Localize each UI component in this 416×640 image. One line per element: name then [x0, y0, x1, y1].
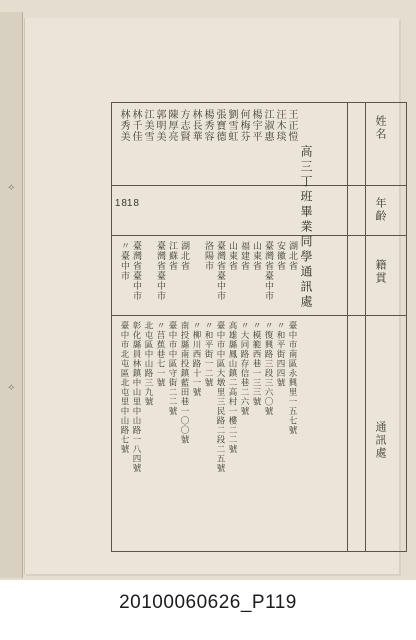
row-address: 臺中市南區永興里一五七號 — [287, 321, 297, 435]
row-address: 〃模範西巷一三三號 — [251, 321, 261, 407]
table-row — [152, 103, 164, 551]
table-row — [116, 103, 128, 551]
row-native: 福建省 — [239, 241, 249, 271]
table-row — [236, 103, 248, 551]
table-row — [284, 103, 296, 551]
table-row — [200, 103, 212, 551]
row-name: 張寶德 — [214, 109, 225, 142]
header-age: 年齡 — [374, 197, 387, 223]
row-address: 〃柳川西路十一號 — [191, 321, 201, 397]
header-address: 通訊處 — [374, 421, 387, 460]
binding-stitch: ⟡ — [8, 182, 15, 193]
row-name: 郭明美 — [154, 109, 165, 142]
row-native: 山東省 — [227, 241, 237, 271]
row-age: 18 — [114, 198, 128, 209]
row-name: 林秀美 — [118, 109, 129, 142]
table-row — [176, 103, 188, 551]
table-row — [212, 103, 224, 551]
table-row — [260, 103, 272, 551]
row-address: 北屯區中山路三九號 — [143, 321, 153, 407]
row-address: 高雄縣鳳山鎮二高村一樓二二號 — [227, 321, 237, 454]
table-row — [140, 103, 152, 551]
binding-stitch: ⟡ — [8, 382, 15, 393]
image-caption: 20100060626_P119 — [119, 592, 297, 613]
title-column-divider — [347, 103, 348, 551]
table-row — [272, 103, 284, 551]
row-name: 方志賢 — [178, 109, 189, 142]
row-address: 〃莒蕉巷七一號 — [155, 321, 165, 388]
header-column-divider — [365, 103, 366, 551]
row-address: 〃復興路三段三六〇號 — [263, 321, 273, 416]
directory-table — [111, 102, 407, 552]
row-name: 陳厚亮 — [166, 109, 177, 142]
row-address: 臺中市北屯區北屯里中山路七號 — [119, 321, 129, 454]
row-address: 〃大同路存信巷二六號 — [239, 321, 249, 416]
document-title: 高三丁班畢業同學通訊處 — [299, 145, 313, 310]
row-native: 〃臺中市 — [119, 241, 129, 281]
row-native: 安徽省 — [275, 241, 285, 271]
row-address: 彰化縣員林鎮中山里中山路一八四號 — [131, 321, 141, 473]
row-name: 楊宇平 — [250, 109, 261, 142]
row-native: 臺灣省臺中市 — [215, 241, 225, 301]
header-native: 籍貫 — [374, 259, 387, 285]
row-address: 臺中市中區大墩里三民路二段二五號 — [215, 321, 225, 473]
row-name: 林千佳 — [130, 109, 141, 142]
document-page — [24, 18, 399, 574]
row-name: 劉雪虹 — [226, 109, 237, 142]
table-row — [188, 103, 200, 551]
row-name: 汪木琰 — [274, 109, 285, 142]
row-address: 〃和平街一二號 — [203, 321, 213, 388]
row-native: 江蘇省 — [167, 241, 177, 271]
table-row — [224, 103, 236, 551]
row-address: 南投縣南投鎮藍田巷一〇〇號 — [179, 321, 189, 445]
row-native: 山東省 — [251, 241, 261, 271]
row-age: 18 — [126, 198, 140, 209]
row-native: 臺灣省臺中市 — [131, 241, 141, 301]
row-name: 江美雪 — [142, 109, 153, 142]
row-name: 江淑惠 — [262, 109, 273, 142]
row-address: 〃和平街四四號 — [275, 321, 285, 388]
table-row — [164, 103, 176, 551]
table-row — [128, 103, 140, 551]
header-name: 姓名 — [374, 115, 387, 141]
row-native: 洛陽市 — [203, 241, 213, 271]
row-name: 林長華 — [190, 109, 201, 142]
previous-page-edge — [0, 12, 23, 578]
row-native: 臺灣省臺中市 — [155, 241, 165, 301]
row-native: 湖北省 — [179, 241, 189, 271]
row-address: 臺中市中區守街二二號 — [167, 321, 177, 416]
row-name: 王正愷 — [286, 109, 297, 142]
row-native: 湖北省 — [287, 241, 297, 271]
row-native: 臺灣省臺中市 — [263, 241, 273, 301]
table-row — [248, 103, 260, 551]
row-name: 何梅芬 — [238, 109, 249, 142]
row-name: 楊秀容 — [202, 109, 213, 142]
